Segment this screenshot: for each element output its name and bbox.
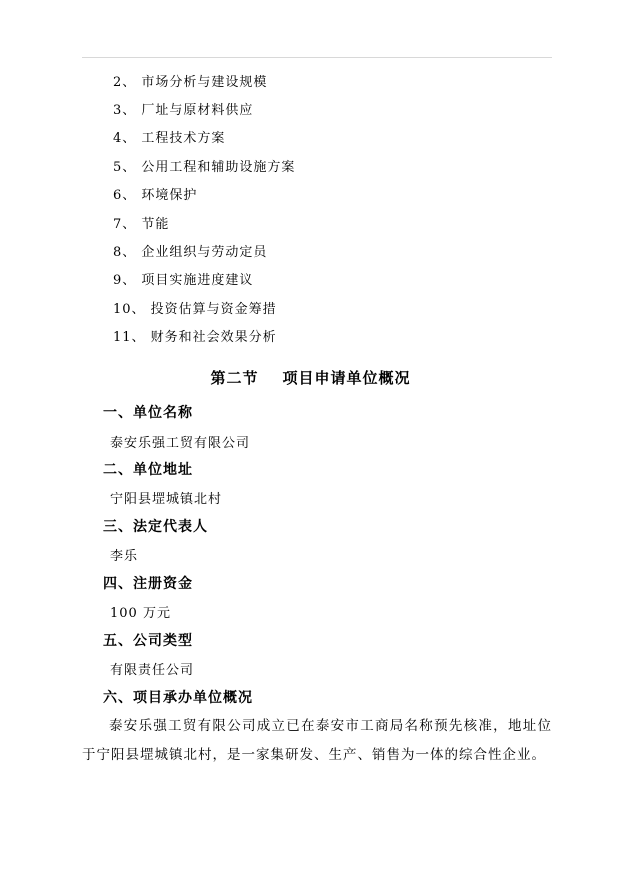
legal-rep-heading: 三、法定代表人 — [103, 519, 208, 535]
list-item: 3、 厂址与原材料供应 — [113, 103, 254, 118]
unit-name-heading: 一、单位名称 — [103, 405, 193, 421]
list-item: 9、 项目实施进度建议 — [113, 273, 254, 288]
overview-paragraph: 泰安乐强工贸有限公司成立已在泰安市工商局名称预先核准，地址位于宁阳县堽城镇北村，是一家集研发、生产、销售为一体的综合性企业。 — [82, 718, 552, 763]
list-item: 8、 企业组织与劳动定员 — [113, 245, 268, 260]
capital-heading: 四、注册资金 — [103, 576, 193, 592]
section-title — [0, 367, 621, 388]
list-item: 6、 环境保护 — [113, 188, 198, 203]
list-item: 7、 节能 — [113, 217, 170, 232]
legal-rep-value: 李乐 — [110, 549, 139, 564]
list-item: 5、 公用工程和辅助设施方案 — [113, 160, 296, 175]
capital-value: 100 万元 — [110, 606, 171, 621]
list-item: 10、 投资估算与资金筹措 — [113, 302, 277, 317]
section-heading: 项目申请单位概况 — [282, 369, 411, 387]
header-rule — [82, 57, 552, 58]
overview-heading: 六、项目承办单位概况 — [103, 690, 253, 706]
unit-name-value: 泰安乐强工贸有限公司 — [110, 436, 251, 451]
section-number: 第二节 — [210, 369, 259, 387]
list-item: 11、 财务和社会效果分析 — [113, 330, 277, 345]
company-type-heading: 五、公司类型 — [103, 633, 193, 649]
unit-address-heading: 二、单位地址 — [103, 462, 193, 478]
list-item: 4、 工程技术方案 — [113, 131, 226, 146]
company-type-value: 有限责任公司 — [110, 663, 195, 678]
unit-address-value: 宁阳县堽城镇北村 — [110, 492, 223, 507]
list-item: 2、 市场分析与建设规模 — [113, 75, 268, 90]
